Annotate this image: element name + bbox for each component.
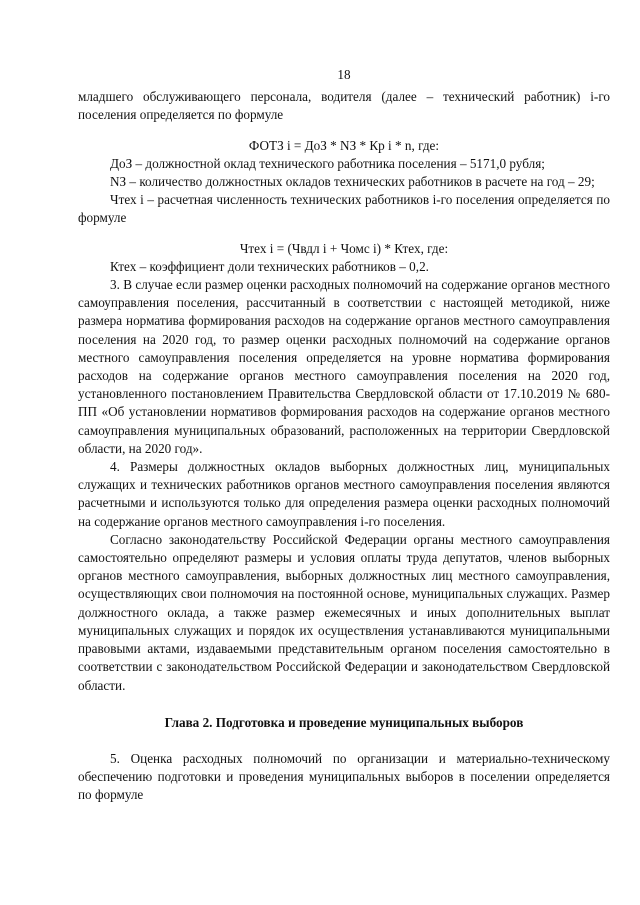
paragraph-item-5: 5. Оценка расходных полномочий по организации и материально-техническому обеспечению подготовки и проведения муниципальных выборов в поселении определяется по формуле: [78, 750, 610, 803]
paragraph-item-3: 3. В случае если размер оценки расходных полномочий на содержание органов местного самоуправления поселения, рассчитанный в соответствии с настоящей методикой, ниже размера норматива формирования расходов на содержание органов местного самоуправления поселения на 2020 год, то размер оценки расходных полномочий на содержание органов местного самоуправления поселения определяется на уровне норматива формирования расходов на содержание органов местного самоуправления поселения на 2020 год, установленного постановлением Правительства Свердловской области от 17.10.2019 № 680-ПП «Об установлении нормативов формирования расходов на содержание органов местного самоуправления муниципальных образований, расположенных на территории Свердловской области, на 2020 год».: [78, 277, 610, 456]
page-number: 18: [337, 67, 351, 82]
definition-chteh: Чтех i – расчетная численность технических работников i-го поселения определяется по формуле: [78, 192, 610, 226]
paragraph-item-4: 4. Размеры должностных окладов выборных должностных лиц, муниципальных служащих и технических работников органов местного самоуправления поселения являются расчетными и используются только для определения размера оценки расходных полномочий на содержание органов местного самоуправления i-го поселения.: [78, 459, 610, 529]
definition-kteh: Ктех – коэффициент доли технических работников – 0,2.: [110, 258, 429, 274]
definition-nz: NЗ – количество должностных окладов технических работников в расчете на год – 29;: [110, 174, 595, 190]
chapter-heading: Глава 2. Подготовка и проведение муниципальных выборов: [164, 714, 524, 730]
paragraph-technical-worker-intro: младшего обслуживающего персонала, водителя (далее – технический работник) i-го поселения определяется по формуле: [78, 89, 610, 123]
formula-chteh: Чтех i = (Чвдл i + Чомс i) * Ктех, где:: [239, 240, 449, 256]
document-page: [78, 66, 610, 805]
formula-fotz: ФОТЗ i = ДоЗ * NЗ * Кр i * n, где:: [248, 137, 440, 153]
paragraph-legislation: Согласно законодательству Российской Федерации органы местного самоуправления самостоятельно определяют размеры и условия оплаты труда депутатов, членов выборных органов местного самоуправления, выборных должностных лиц местного самоуправления, осуществляющих свои полномочия на постоянной основе, муниципальных служащих. Размер должностного оклада, а также размер ежемесячных и иных дополнительных выплат муниципальных служащих и порядок их осуществления устанавливаются муниципальными правовыми актами, издаваемыми представительным органом поселения самостоятельно в соответствии с законодательством Российской Федерации и законодательством Свердловской области.: [78, 531, 610, 693]
definition-doz: ДоЗ – должностной оклад технического работника поселения – 5171,0 рубля;: [110, 155, 545, 171]
